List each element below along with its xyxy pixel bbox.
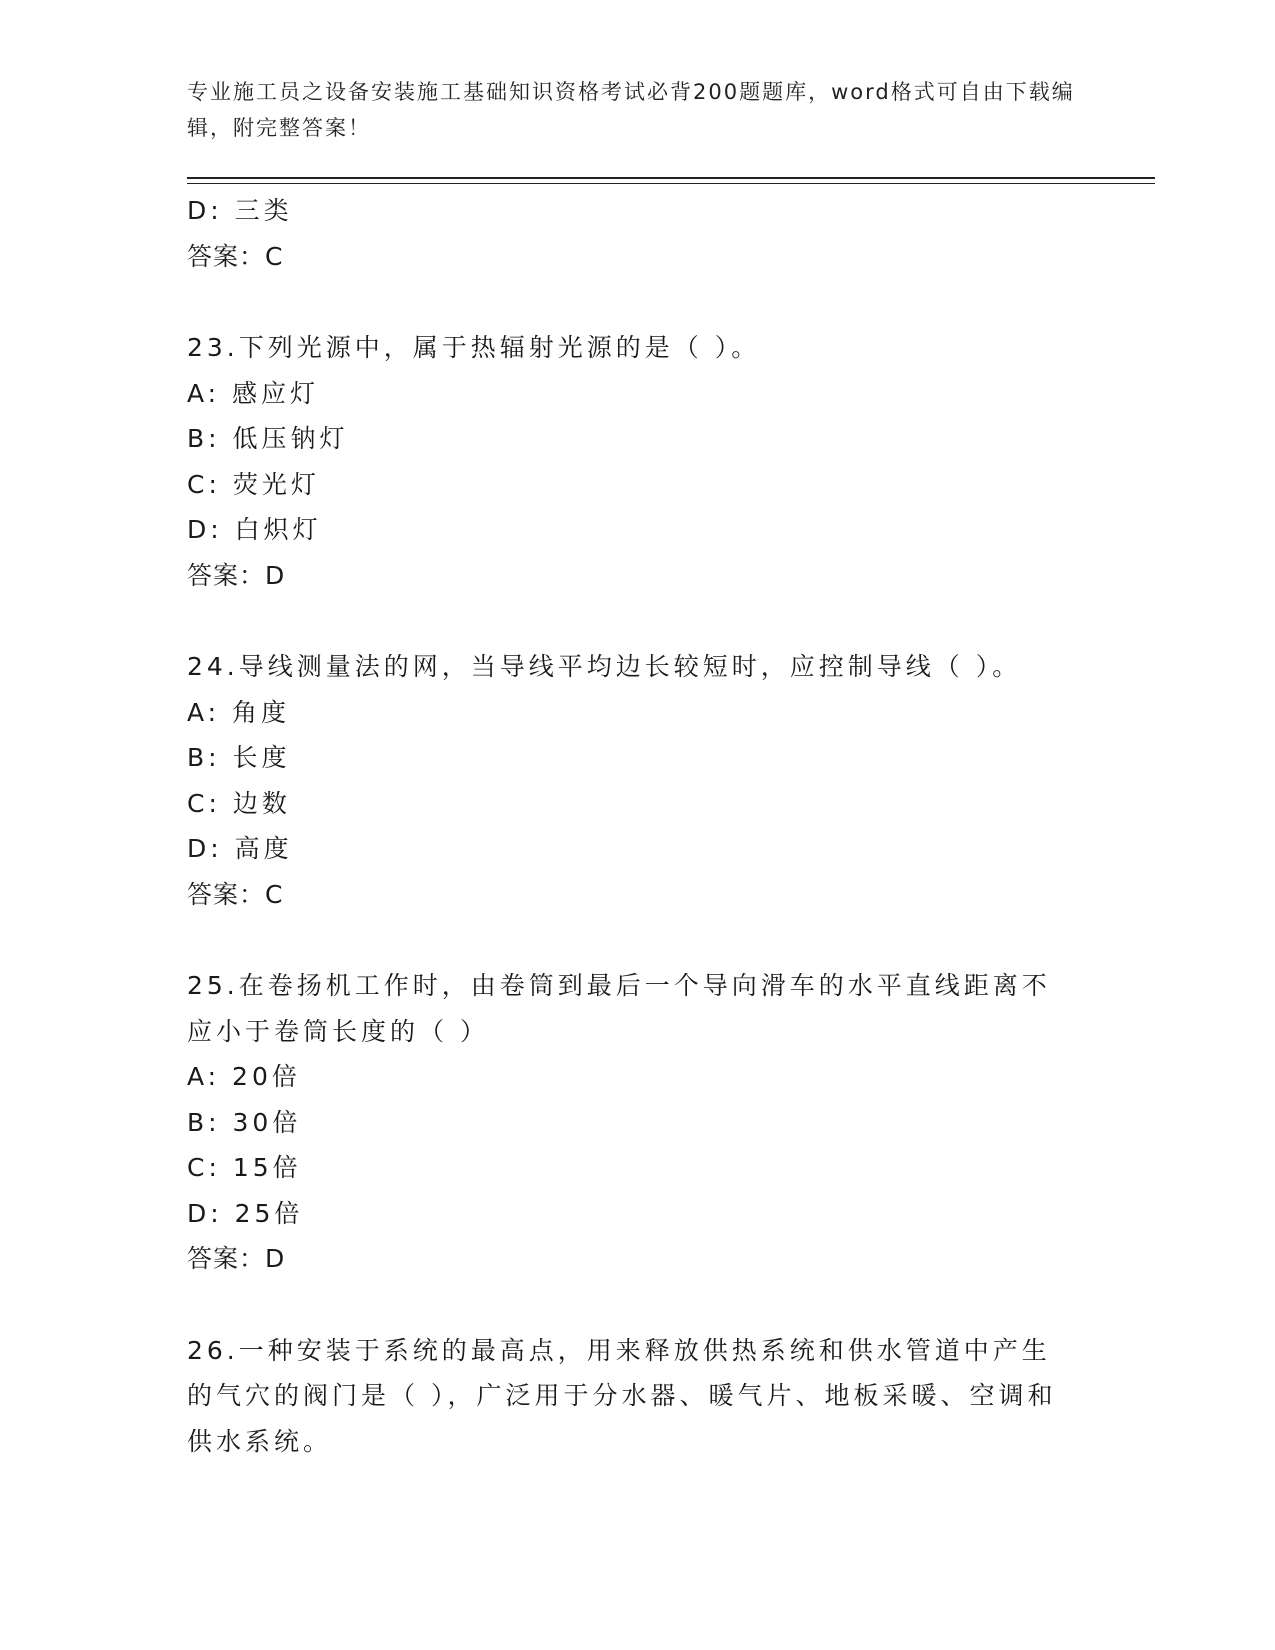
document-header: 专业施工员之设备安装施工基础知识资格考试必背200题题库，word格式可自由下载编辑，附完整答案！	[187, 80, 1075, 140]
question-text: 23.下列光源中，属于热辐射光源的是（ ）。	[187, 333, 761, 362]
answer: 答案：D	[187, 560, 286, 590]
option-b: B: 低压钠灯	[187, 424, 349, 453]
option-d: D: 25倍	[187, 1198, 304, 1228]
option-c: C: 15倍	[187, 1153, 302, 1182]
option-c: C: 边数	[187, 788, 291, 818]
question-text: 25.在卷扬机工作时，由卷筒到最后一个导向滑车的水平直线距离不应小于卷筒长度的（ ）	[187, 971, 1051, 1046]
option-a: A: 角度	[187, 697, 291, 727]
option-a: A: 感应灯	[187, 378, 320, 408]
option-b: B: 长度	[187, 743, 291, 772]
option-d: D: 白炽灯	[187, 515, 322, 544]
option-d: D: 高度	[187, 834, 293, 863]
answer: 答案：D	[187, 1244, 286, 1273]
question-text: 24.导线测量法的网，当导线平均边长较短时，应控制导线（ ）。	[187, 652, 1022, 681]
option-d: D: 三类	[187, 196, 293, 225]
question-text: 26.一种安装于系统的最高点，用来释放供热系统和供水管道中产生的气穴的阀门是（ ），广泛用于分水器、暖气片、地板采暖、空调和供水系统。	[187, 1335, 1057, 1456]
question-24	[187, 644, 1087, 917]
header-rule-thin	[187, 183, 1155, 184]
answer: 答案：C	[187, 879, 284, 909]
answer: 答案：C	[187, 241, 284, 271]
option-b: B: 30倍	[187, 1107, 302, 1137]
question-25	[187, 963, 1087, 1282]
option-a: A: 20倍	[187, 1062, 301, 1091]
option-c: C: 荧光灯	[187, 469, 320, 499]
question-23	[187, 325, 1087, 598]
header-rule-thick	[187, 177, 1155, 179]
question-list	[187, 188, 1087, 1464]
question-26	[187, 1328, 1087, 1465]
